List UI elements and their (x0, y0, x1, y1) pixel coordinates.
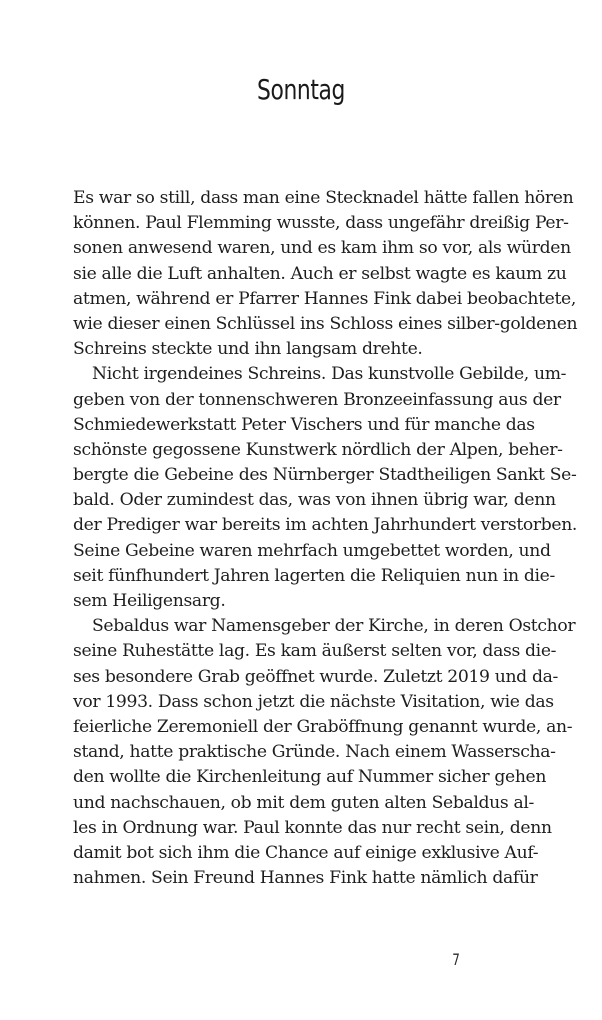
text-line: seine Ruhestätte lag. Es kam äußerst selten vor, dass die- (73, 641, 557, 662)
text-line: geben von der tonnenschweren Bronzeeinfassung aus der (73, 389, 561, 410)
text-line: Sebaldus war Namensgeber der Kirche, in deren Ostchor (92, 616, 576, 637)
text-line: sie alle die Luft anhalten. Auch er selbst wagte es kaum zu (73, 263, 567, 284)
text-line: feierliche Zeremoniell der Graböffnung genannt wurde, an- (73, 716, 573, 737)
text-line: nahmen. Sein Freund Hannes Fink hatte nämlich dafür (73, 868, 538, 889)
text-line: atmen, während er Pfarrer Hannes Fink dabei beobachtete, (73, 288, 576, 309)
text-line: der Prediger war bereits im achten Jahrhundert verstorben. (73, 515, 578, 536)
text-line: schönste gegossene Kunstwerk nördlich der Alpen, beher- (73, 439, 563, 460)
body-text (73, 186, 578, 891)
text-line: ses besondere Grab geöffnet wurde. Zuletzt 2019 und da- (73, 666, 558, 687)
chapter-title: Sonntag (257, 73, 345, 106)
text-line: Schmiedewerkstatt Peter Vischers und für manche das (73, 414, 535, 435)
text-line: sem Heiligensarg. (73, 591, 226, 611)
text-line: Schreins steckte und ihn langsam drehte. (73, 339, 423, 360)
text-line: bald. Oder zumindest das, was von ihnen übrig war, denn (73, 490, 556, 511)
paragraph (73, 362, 578, 614)
text-line: damit bot sich ihm die Chance auf einige exklusive Auf- (73, 842, 539, 863)
text-line: Seine Gebeine waren mehrfach umgebettet worden, und (73, 540, 551, 561)
text-line: wie dieser einen Schlüssel ins Schloss eines silber-goldenen (73, 313, 578, 334)
text-line: können. Paul Flemming wusste, dass ungefähr dreißig Per- (73, 213, 569, 234)
page-number: 7 (452, 950, 460, 969)
text-line: bergte die Gebeine des Nürnberger Stadtheiligen Sankt Se- (73, 465, 577, 486)
paragraph (73, 614, 576, 891)
paragraph (73, 186, 578, 362)
text-line: les in Ordnung war. Paul konnte das nur recht sein, denn (73, 817, 552, 838)
text-line: Es war so still, dass man eine Stecknadel hätte fallen hören (73, 188, 574, 208)
text-line: den wollte die Kirchenleitung auf Nummer sicher gehen (73, 767, 547, 788)
text-line: vor 1993. Dass schon jetzt die nächste Visitation, wie das (73, 691, 554, 712)
text-line: und nachschauen, ob mit dem guten alten Sebaldus al- (73, 792, 534, 813)
text-line: seit fünfhundert Jahren lagerten die Reliquien nun in die- (73, 565, 555, 586)
text-line: stand, hatte praktische Gründe. Nach einem Wasserscha- (73, 742, 556, 763)
text-line: sonen anwesend waren, und es kam ihm so vor, als würden (73, 238, 571, 259)
text-line: Nicht irgendeines Schreins. Das kunstvolle Gebilde, um- (92, 364, 567, 385)
